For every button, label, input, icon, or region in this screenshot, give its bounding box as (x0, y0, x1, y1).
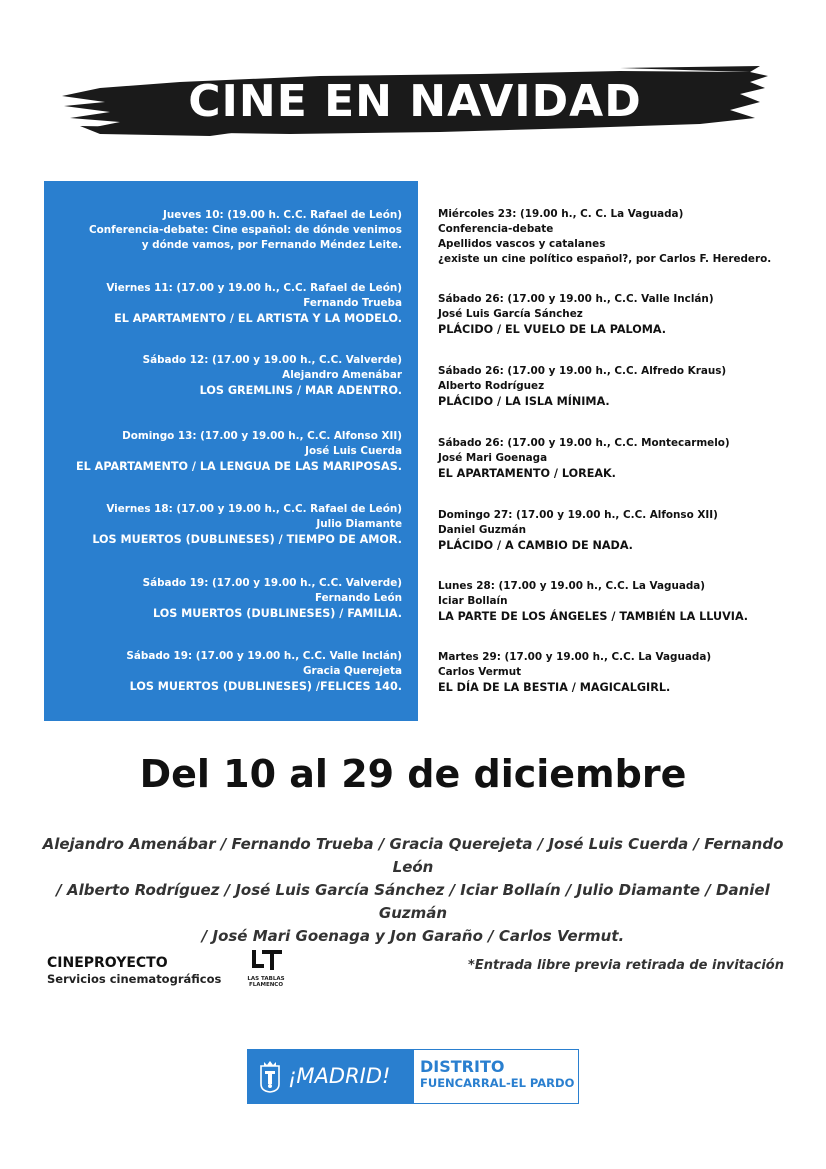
event-director: Alejandro Amenábar (282, 369, 402, 381)
event-domingo-13 (42, 429, 402, 474)
event-films: EL APARTAMENTO / EL ARTISTA Y LA MODELO. (114, 312, 402, 325)
las-tablas-sub: FLAMENCO (248, 982, 284, 988)
directors-line: / Alberto Rodríguez / José Luis García Sánchez / Iciar Bollaín / Julio Diamante / Daniel Guzmán (56, 881, 770, 922)
event-director: José Mari Goenaga (438, 452, 548, 464)
event-line: Martes 29: (17.00 y 19.00 h., C.C. La Vaguada) (438, 651, 712, 663)
event-sabado-26-valle-inclan (438, 292, 808, 337)
event-director: Alberto Rodríguez (438, 380, 545, 392)
event-director: José Luis Cuerda (305, 445, 402, 457)
event-sabado-19-valverde (42, 576, 402, 621)
left-schedule-panel (44, 181, 418, 721)
event-line: ¿existe un cine político español?, por Carlos F. Heredero. (438, 253, 772, 265)
event-films: EL APARTAMENTO / LA LENGUA DE LAS MARIPOSAS. (76, 460, 402, 473)
event-films: LOS MUERTOS (DUBLINESES) / FAMILIA. (152, 607, 402, 620)
event-lunes-28 (438, 579, 808, 624)
event-films: LOS MUERTOS (DUBLINESES) /FELICES 140. (129, 680, 402, 693)
event-line: Conferencia-debate (438, 223, 554, 235)
event-director: Carlos Vermut (438, 666, 522, 678)
event-line: Jueves 10: (19.00 h. C.C. Rafael de León) (163, 209, 402, 221)
district-text-block (414, 1050, 578, 1103)
event-films: PLÁCIDO / A CAMBIO DE NADA. (438, 539, 633, 552)
madrid-district-logo (247, 1049, 579, 1104)
event-line: Sábado 26: (17.00 y 19.00 h., C.C. Valle Inclán) (438, 293, 714, 305)
directors-list (30, 833, 796, 948)
event-films: EL DÍA DE LA BESTIA / MAGICALGIRL. (438, 681, 671, 694)
event-sabado-26-alfredo-kraus (438, 364, 808, 409)
madrid-brand-block (248, 1050, 414, 1103)
entry-note: *Entrada libre previa retirada de invitación (468, 958, 784, 973)
event-line: Sábado 19: (17.00 y 19.00 h., C.C. Valverde) (142, 577, 402, 589)
event-martes-29 (438, 650, 808, 695)
event-films: LOS MUERTOS (DUBLINESES) / TIEMPO DE AMOR. (92, 533, 402, 546)
event-films: LA PARTE DE LOS ÁNGELES / TAMBIÉN LA LLUVIA. (438, 610, 749, 623)
event-domingo-27 (438, 508, 808, 553)
event-director: José Luis García Sánchez (438, 308, 583, 320)
date-range-heading: Del 10 al 29 de diciembre (139, 752, 687, 796)
event-line: Domingo 13: (17.00 y 19.00 h., C.C. Alfonso XII) (122, 430, 402, 442)
event-director: Julio Diamante (316, 518, 402, 530)
event-sabado-26-montecarmelo (438, 436, 808, 481)
event-films: LOS GREMLINS / MAR ADENTRO. (199, 384, 402, 397)
event-line: Viernes 11: (17.00 y 19.00 h., C.C. Rafael de León) (106, 282, 402, 294)
title-banner (60, 66, 770, 138)
event-line: y dónde vamos, por Fernando Méndez Leite. (141, 239, 402, 251)
event-director: Daniel Guzmán (438, 524, 527, 536)
event-viernes-18 (42, 502, 402, 547)
madrid-shield-icon (260, 1060, 280, 1093)
event-line: Lunes 28: (17.00 y 19.00 h., C.C. La Vaguada) (438, 580, 706, 592)
event-films: EL APARTAMENTO / LOREAK. (438, 467, 616, 480)
event-line: Sábado 26: (17.00 y 19.00 h., C.C. Alfredo Kraus) (438, 365, 727, 377)
event-director: Gracia Querejeta (302, 665, 402, 677)
cineproyecto-logo (47, 955, 221, 987)
las-tablas-name: LAS TABLAS (247, 976, 285, 982)
event-viernes-11 (42, 281, 402, 326)
directors-line: / José Mari Goenaga y Jon Garaño / Carlos Vermut. (201, 927, 625, 945)
event-films: PLÁCIDO / EL VUELO DE LA PALOMA. (438, 323, 667, 336)
page-title: CINE EN NAVIDAD (188, 76, 642, 127)
district-name: FUENCARRAL-EL PARDO (420, 1076, 575, 1090)
event-director: Iciar Bollaín (438, 595, 508, 607)
event-director: Fernando León (314, 592, 402, 604)
cineproyecto-subtitle: Servicios cinematográficos (47, 972, 222, 986)
las-tablas-icon (246, 948, 286, 972)
event-line: Viernes 18: (17.00 y 19.00 h., C.C. Rafael de León) (106, 503, 402, 515)
event-miercoles-23 (438, 207, 808, 267)
event-director: Fernando Trueba (303, 297, 402, 309)
event-line: Miércoles 23: (19.00 h., C. C. La Vaguada) (438, 208, 684, 220)
cineproyecto-title: CINEPROYECTO (47, 955, 168, 971)
event-line: Apellidos vascos y catalanes (438, 238, 606, 250)
distrito-label: DISTRITO (420, 1057, 505, 1076)
directors-line: Alejandro Amenábar / Fernando Trueba / Gracia Querejeta / José Luis Cuerda / Fernando León (42, 835, 784, 876)
event-line: Domingo 27: (17.00 y 19.00 h., C.C. Alfonso XII) (438, 509, 718, 521)
event-sabado-12 (42, 353, 402, 398)
event-line: Sábado 26: (17.00 y 19.00 h., C.C. Montecarmelo) (438, 437, 730, 449)
event-line: Conferencia-debate: Cine español: de dónde venimos (89, 224, 402, 236)
event-jueves-10 (42, 208, 402, 253)
event-sabado-19-valle-inclan (42, 649, 402, 694)
event-films: PLÁCIDO / LA ISLA MÍNIMA. (438, 395, 610, 408)
event-line: Sábado 12: (17.00 y 19.00 h., C.C. Valverde) (142, 354, 402, 366)
event-line: Sábado 19: (17.00 y 19.00 h., C.C. Valle Inclán) (126, 650, 402, 662)
las-tablas-logo (243, 948, 289, 990)
madrid-wordmark: ¡MADRID! (288, 1064, 391, 1088)
